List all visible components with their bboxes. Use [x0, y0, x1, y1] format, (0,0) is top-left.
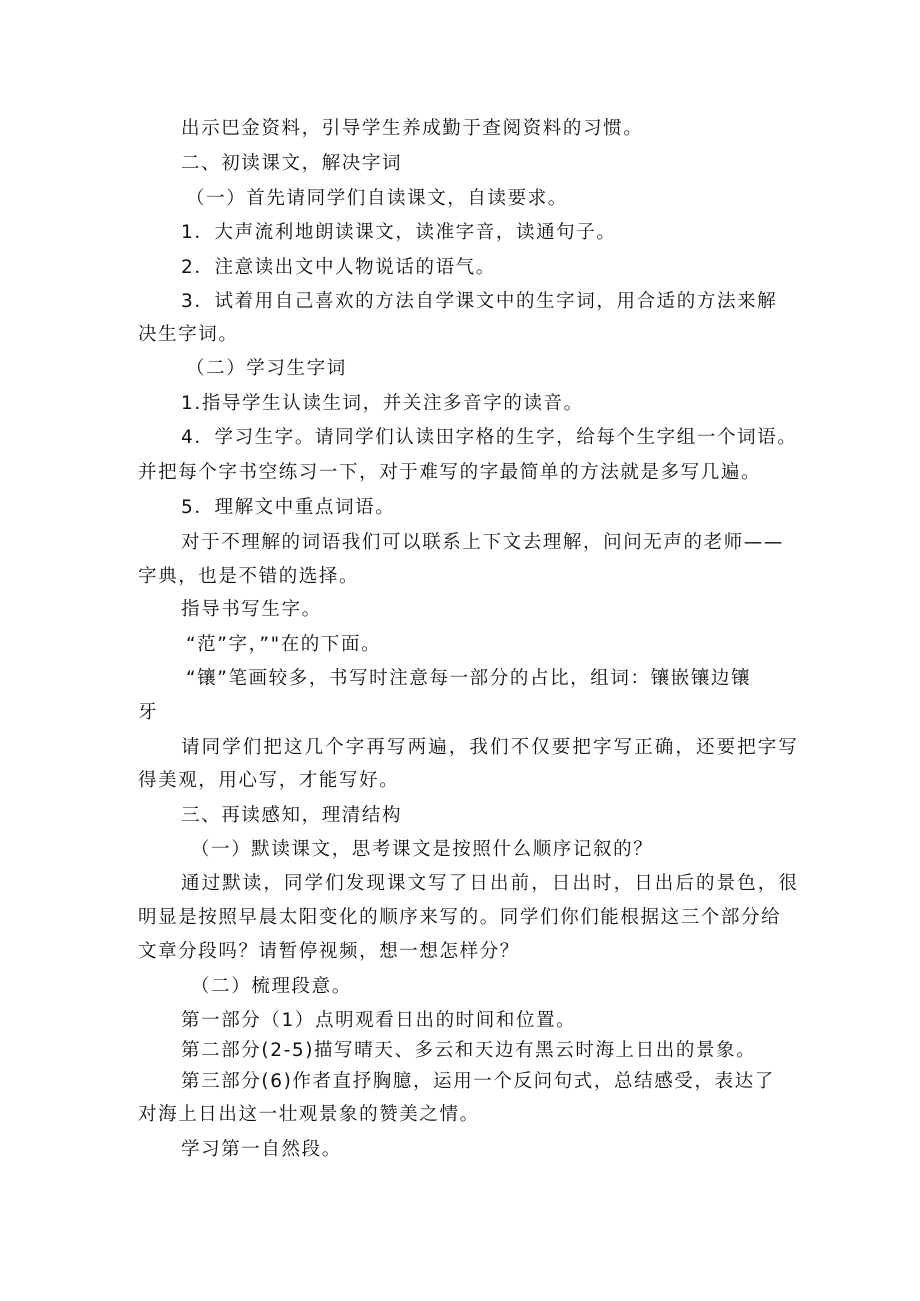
subsection-heading: （一）首先请同学们自读课文，自读要求。	[186, 188, 568, 209]
paragraph-line: 决生字词。	[138, 324, 239, 345]
paragraph-line: “范”字，”"在的下面。	[186, 634, 382, 655]
list-item: 5．理解文中重点词语。	[181, 497, 396, 518]
paragraph-line: 牙	[138, 702, 159, 723]
paragraph-line: 学习第一自然段。	[181, 1139, 342, 1160]
paragraph-line: 请同学们把这几个字再写两遍，我们不仅要把字写正确，还要把字写	[181, 737, 800, 758]
subsection-heading: （一）默读课文，思考课文是按照什么顺序记叙的？	[191, 839, 654, 860]
paragraph-line: 通过默读，同学们发现课文写了日出前，日出时，日出后的景色，很	[181, 873, 800, 894]
section-heading: 二、初读课文，解决字词	[181, 153, 403, 174]
subsection-heading: （二）学习生字词	[186, 358, 347, 379]
list-item: 2．注意读出文中人物说话的语气。	[181, 257, 496, 278]
paragraph-line: 第二部分(2-5)描写晴天、多云和天边有黑云时海上日出的景象。	[181, 1040, 757, 1061]
paragraph-line: 指导书写生字。	[181, 599, 322, 620]
list-item: 1．大声流利地朗读课文，读准字音，读通句子。	[181, 222, 617, 243]
paragraph-line: 对海上日出这一壮观景象的赞美之情。	[138, 1104, 480, 1125]
paragraph-line: “镶”笔画较多，书写时注意每一部分的占比，组词：镶嵌镶边镶	[186, 668, 752, 689]
paragraph-line: 并把每个字书空练习一下，对于难写的字最简单的方法就是多写几遍。	[138, 462, 762, 483]
paragraph-line: 第一部分（1）点明观看日出的时间和位置。	[181, 1010, 577, 1031]
paragraph-line: 出示巴金资料，引导学生养成勤于查阅资料的习惯。	[181, 118, 644, 139]
paragraph-line: 对于不理解的词语我们可以联系上下文去理解，问问无声的老师——	[181, 532, 785, 553]
paragraph-line: 第三部分(6)作者直抒胸臆，运用一个反问句式，总结感受，表达了	[181, 1071, 775, 1092]
section-heading: 三、再读感知，理清结构	[181, 805, 403, 826]
paragraph-line: 得美观，用心写，才能写好。	[138, 770, 400, 791]
paragraph-line: 文章分段吗？请暂停视频，想一想怎样分？	[138, 941, 520, 962]
list-item: 3．试着用自己喜欢的方法自学课文中的生字词，用合适的方法来解	[181, 291, 778, 312]
paragraph-line: 字典，也是不错的选择。	[138, 566, 360, 587]
list-item: 1.指导学生认读生词，并关注多音字的读音。	[181, 393, 584, 414]
subsection-heading: （二）梳理段意。	[191, 976, 352, 997]
paragraph-line: 明显是按照早晨太阳变化的顺序来写的。同学们你们能根据这三个部分给	[138, 907, 782, 928]
list-item: 4．学习生字。请同学们认读田字格的生字，给每个生字组一个词语。	[181, 427, 798, 448]
